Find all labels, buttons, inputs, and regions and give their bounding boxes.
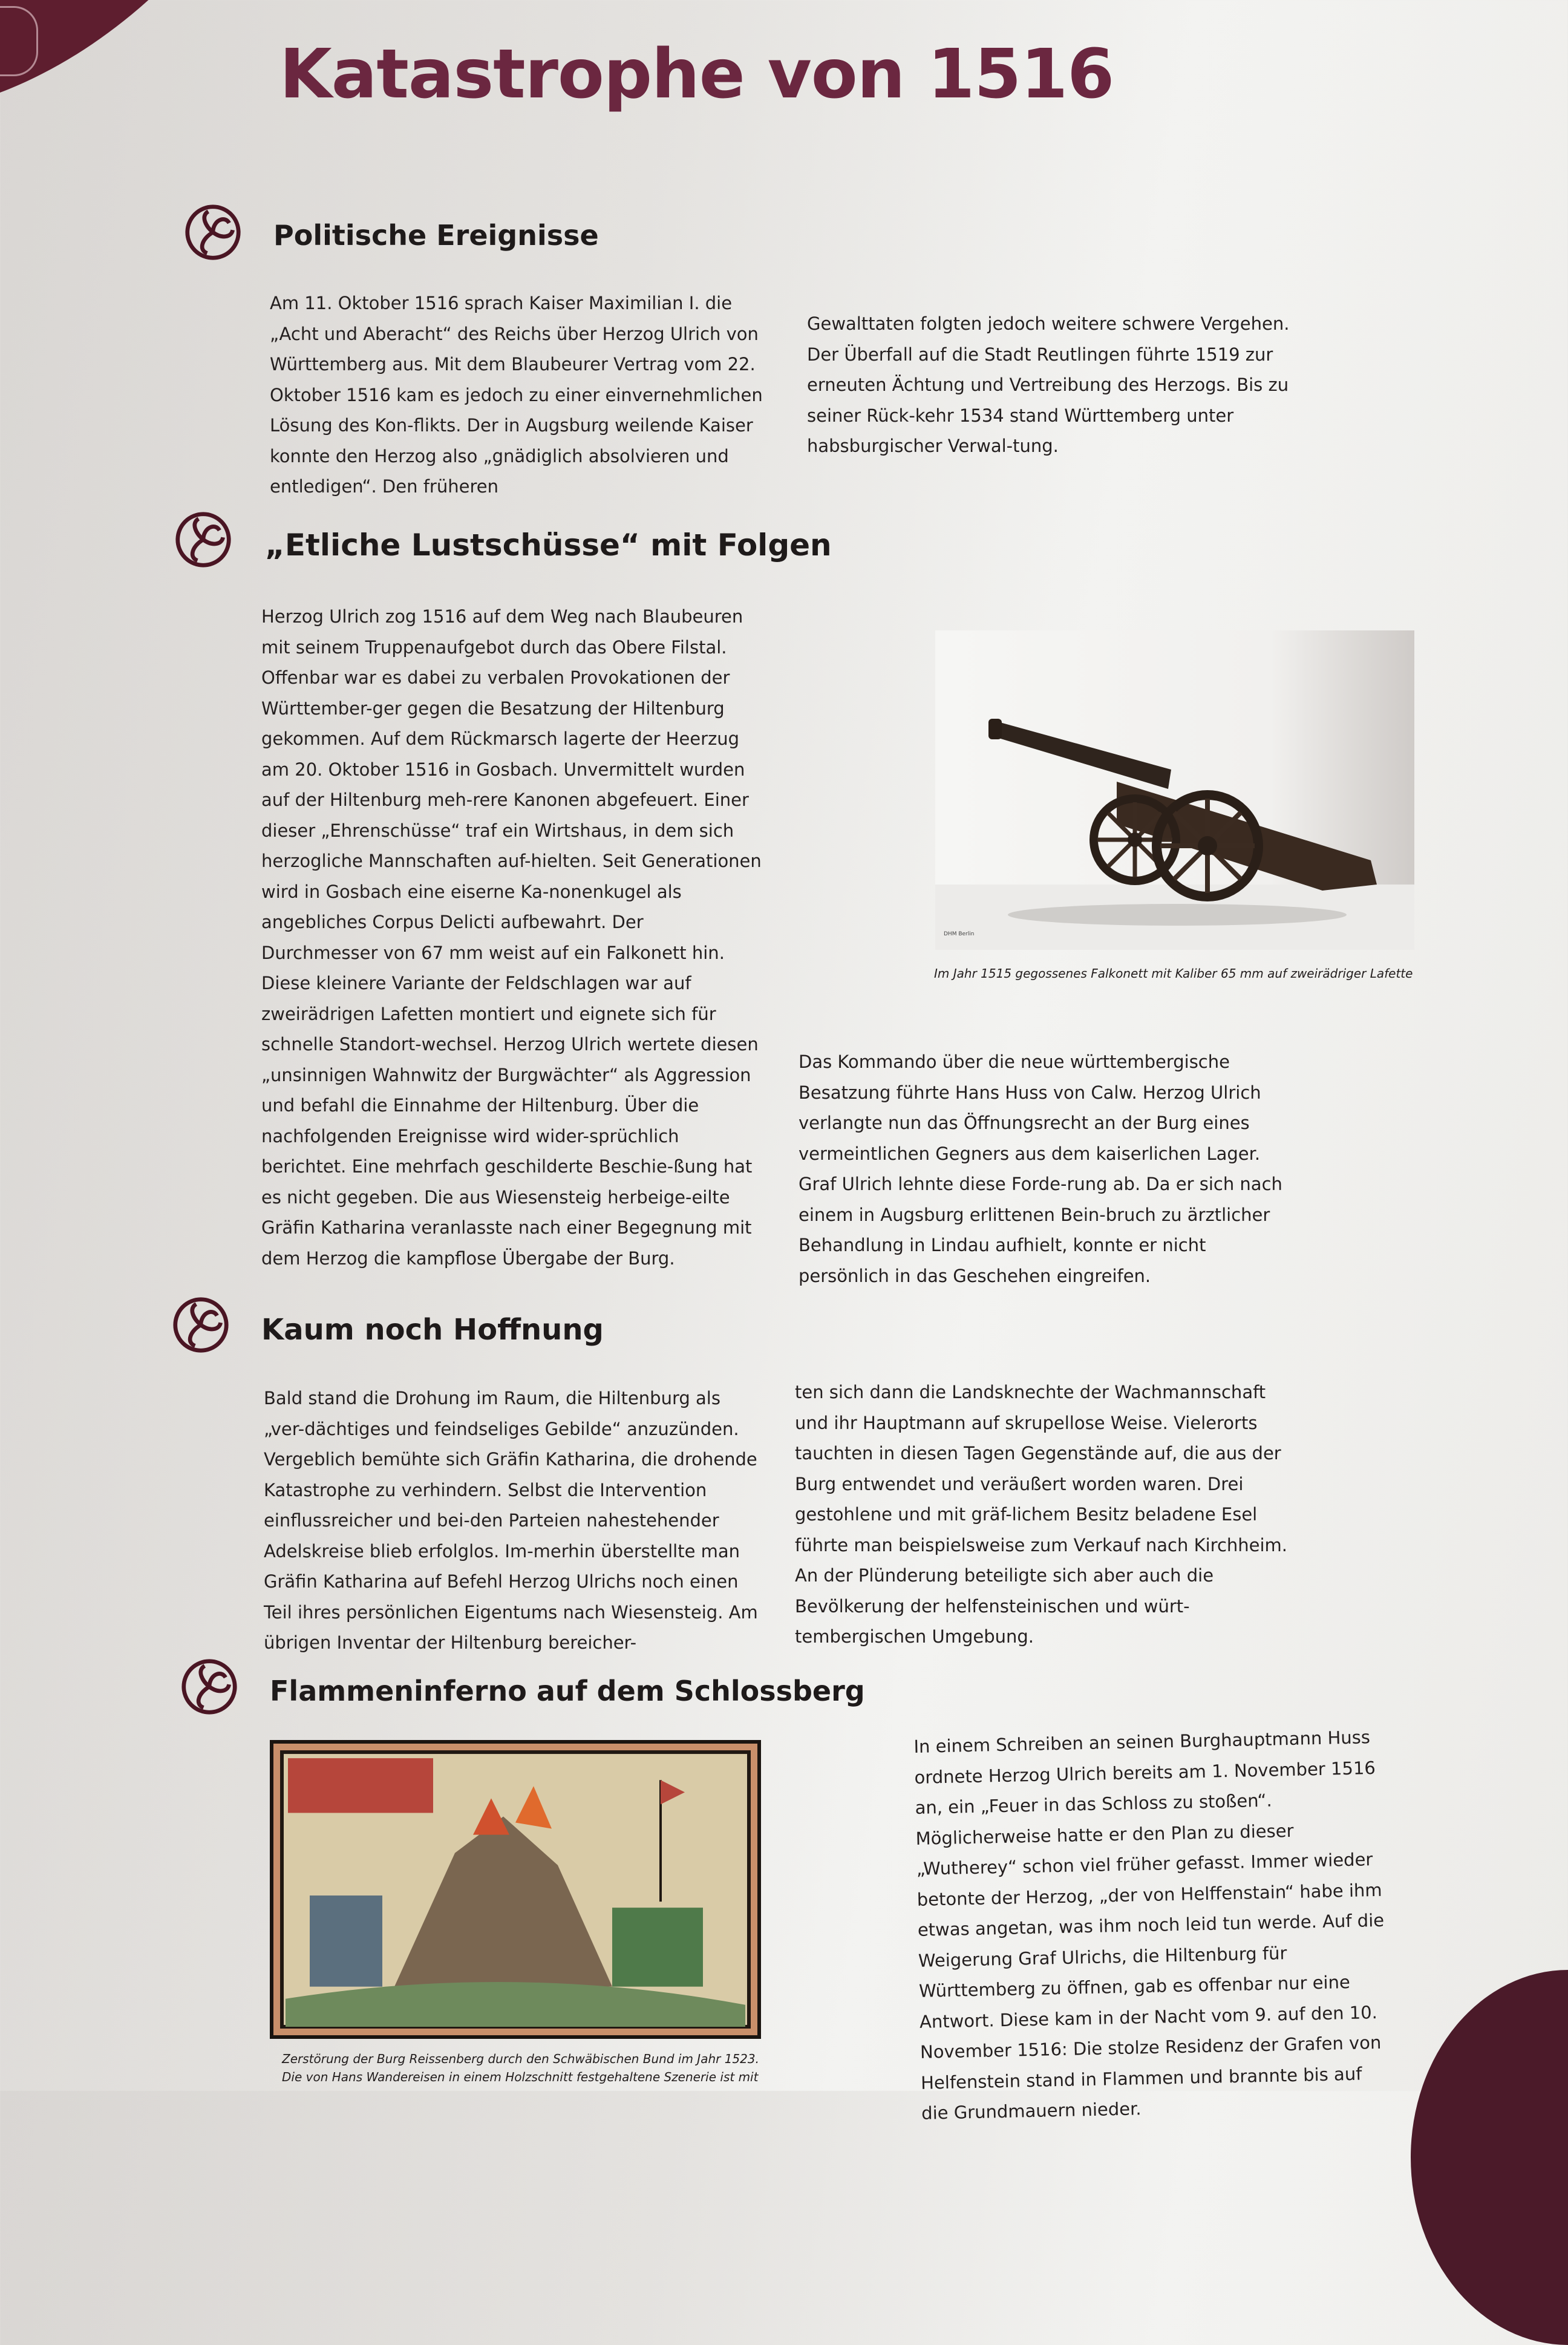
triskelion-icon bbox=[174, 511, 232, 569]
page-title: Katastrophe von 1516 bbox=[279, 35, 1114, 114]
corner-emblem bbox=[0, 6, 38, 76]
woodcut-image bbox=[270, 1740, 761, 2039]
section1-col2-text: Gewalttaten folgten jedoch weitere schwere Vergehen. Der Überfall auf die Stadt Reutlingen führte 1519 zur erneuten Ächtung und Vertreibung des Herzogs. Bis zu seiner Rück-kehr 1534 stand Württemberg unter habsburgischer Verwal-tung. bbox=[807, 313, 1290, 456]
falkonett-image bbox=[935, 630, 1414, 950]
decorative-corner-bottom-right bbox=[1411, 1970, 1568, 2345]
cannon-photo bbox=[935, 630, 1414, 950]
section2-col2-text: Das Kommando über die neue württembergische Besatzung führte Hans Huss von Calw. Herzog Ulrich verlangte nun das Öffnungsrecht an der Burg eines vermeintlichen Gegners aus dem kaiserlichen Lager. Graf Ulrich lehnte diese Forde-rung ab. Da er sich nach einem in Augsburg erlittenen Bein-bruch zu ärztlicher Behandlung in Lindau aufhielt, konnte er nicht persönlich in das Geschehen eingreifen. bbox=[799, 1051, 1282, 1286]
cannon-caption: Im Jahr 1515 gegossenes Falkonett mit Kaliber 65 mm auf zweirädriger Lafette bbox=[934, 966, 1413, 981]
triskelion-icon bbox=[172, 1296, 230, 1354]
section3-col2-text: ten sich dann die Landsknechte der Wachmannschaft und ihr Hauptmann auf skrupellose Weise. Vielerorts tauchten in diesen Tagen Gegenstände auf, die aus der Burg entwendet und veräußert worden waren. Drei gestohlene und mit gräf-lichem Besitz beladene Esel führte man beispielsweise zum Verkauf nach Kirchheim. An der Plünderung beteiligte sich aber auch die Bevölkerung der helfensteinischen und würt-tembergischen Umgebung. bbox=[795, 1382, 1288, 1647]
section-heading-flammeninferno: Flammeninferno auf dem Schlossberg bbox=[270, 1675, 865, 1707]
triskelion-icon bbox=[180, 1658, 238, 1716]
section-heading-lustschuesse: „Etliche Lustschüsse“ mit Folgen bbox=[265, 528, 832, 563]
section-heading-politische-ereignisse: Politische Ereignisse bbox=[273, 219, 599, 252]
section3-col1-text: Bald stand die Drohung im Raum, die Hiltenburg als „ver-dächtiges und feindseliges Gebilde“ anzuzünden. Vergeblich bemühte sich Gräfin Katharina, die drohende Katastrophe zu verhindern. Selbst die Intervention einflussreicher und bei-den Parteien nahestehender Adelskreise blieb erfolglos. Im-merhin überstellte man Gräfin Katharina auf Befehl Herzog Ulrichs noch einen Teil ihres persönlichen Eigentums nach Wiesensteig. Am übrigen Inventar der Hiltenburg bereicher- bbox=[264, 1388, 758, 1653]
section2-col1-text: Herzog Ulrich zog 1516 auf dem Weg nach Blaubeuren mit seinem Truppenaufgebot durch das Obere Filstal. Offenbar war es dabei zu verbalen Provokationen der Württember-ger gegen die Besatzung der Hiltenburg gekommen. Auf dem Rückmarsch lagerte der Heerzug am 20. Oktober 1516 in Gosbach. Unvermittelt wurden auf der Hiltenburg meh-rere Kanonen abgefeuert. Einer dieser „Ehrenschüsse“ traf ein Wirtshaus, in dem sich herzogliche Mannschaften auf-hielten. Seit Generationen wird in Gosbach eine eiserne Ka-nonenkugel als angebliches Corpus Delicti aufbewahrt. Der Durchmesser von 67 mm weist auf ein Falkonett hin. Diese kleinere Variante der Feldschlagen war auf zweirädrigen Lafetten montiert und eignete sich für schnelle Standort-wechsel. Herzog Ulrich wertete diesen „unsinnigen Wahnwitz der Burgwächter“ als Aggression und befahl die Einnahme der Hiltenburg. Über die nachfolgenden Ereignisse wird wider-sprüchlich berichtet. Eine mehrfach geschilderte Beschie-ßung hat es nicht gegeben. Die aus Wiesensteig herbeige-eilte Gräfin Katharina veranlasste nach einer Begegnung mit dem Herzog die kampflose Übergabe der Burg. bbox=[261, 606, 762, 1269]
section1-col1-text: Am 11. Oktober 1516 sprach Kaiser Maximilian I. die „Acht und Aberacht“ des Reichs über Herzog Ulrich von Württemberg aus. Mit dem Blaubeurer Vertrag vom 22. Oktober 1516 kam es jedoch zu einer einvernehmlichen Lösung des Kon-flikts. Der in Augsburg weilende Kaiser konnte den Herzog also „gnädiglich absolvieren und entledigen“. Den früheren bbox=[270, 293, 763, 497]
woodcut-caption: Zerstörung der Burg Reissenberg durch den Schwäbischen Bund im Jahr 1523. Die von Hans Wandereisen in einem Holzschnitt festgehaltene Szenerie ist mit bbox=[282, 2052, 759, 2084]
section-heading-kaum-noch-hoffnung: Kaum noch Hoffnung bbox=[261, 1313, 604, 1347]
section4-col2-text: In einem Schreiben an seinen Burghauptmann Huss ordnete Herzog Ulrich bereits am 1. November 1516 an, ein „Feuer in das Schloss zu stoßen“. Möglicherweise hatte er den Plan zu dieser „Wutherey“ schon viel früher gefasst. Immer wieder betonte der Herzog, „der von Helffenstain“ habe ihm etwas angetan, was ihm noch leid tun werde. Auf die Weigerung Graf Ulrichs, die Hiltenburg für Württemberg zu öffnen, gab es offenbar nur eine Antwort. Diese kam in der Nacht vom 9. auf den 10. November 1516: Die stolze Residenz der Grafen von Helfenstein stand in Flammen und brannte bis auf die Grundmauern nieder. bbox=[913, 1727, 1385, 2124]
image-credit: DHM Berlin bbox=[944, 931, 975, 937]
triskelion-icon bbox=[184, 203, 242, 261]
